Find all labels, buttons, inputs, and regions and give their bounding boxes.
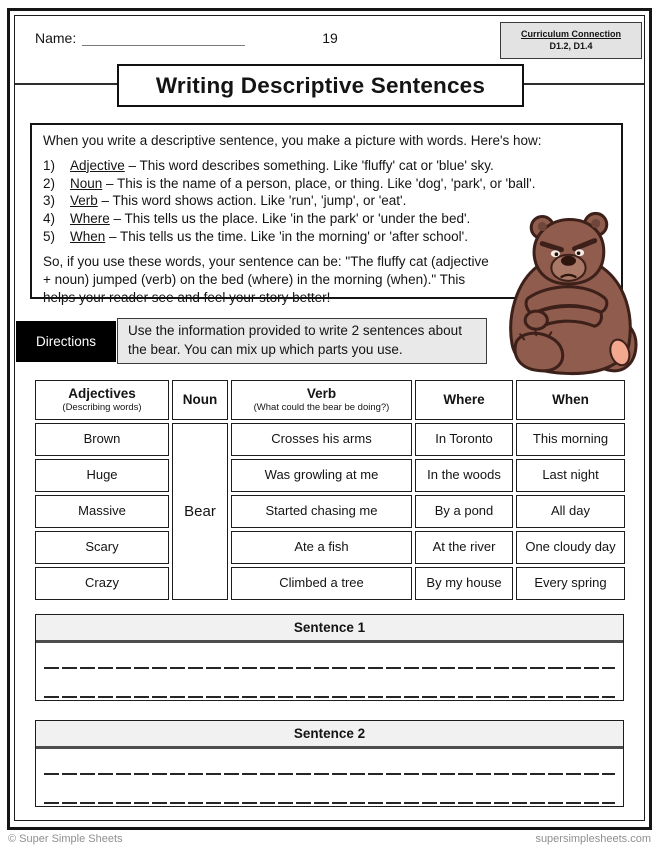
table-cell-when: Last night — [516, 459, 625, 492]
intro-item-number: 2) — [43, 175, 56, 191]
page-number: 19 — [322, 30, 338, 46]
intro-item-number: 5) — [43, 229, 56, 245]
intro-example-paragraph: So, if you use these words, your sentence can be: "The fluffy cat (adjective + noun) jumped (verb) on the bed (where) in the morning (when)." This helps your reader see and feel your story better! — [43, 253, 489, 305]
intro-item-number: 1) — [43, 157, 56, 173]
col-header-where: Where — [415, 380, 513, 420]
sentence-2-writing-line[interactable] — [44, 802, 615, 804]
sentence-1-writing-line[interactable] — [44, 667, 615, 669]
intro-lead: When you write a descriptive sentence, you make a picture with words. Here's how: — [43, 133, 542, 148]
table-cell-when: This morning — [516, 423, 625, 456]
table-cell-where: In Toronto — [415, 423, 513, 456]
table-cell-verb: Started chasing me — [231, 495, 412, 528]
table-cell-adjective: Brown — [35, 423, 169, 456]
name-label: Name: — [35, 30, 77, 46]
table-cell-verb: Climbed a tree — [231, 567, 412, 600]
curriculum-connection-box — [500, 22, 642, 59]
directions-text-box — [117, 318, 487, 364]
table-cell-where: By a pond — [415, 495, 513, 528]
bear-icon — [502, 211, 643, 377]
sentence-1-header: Sentence 1 — [36, 615, 623, 643]
worksheet-title: Writing Descriptive Sentences — [155, 72, 486, 98]
directions-label: Directions — [16, 321, 116, 362]
table-cell-noun: Bear — [172, 423, 228, 600]
sentence-2-writing-line[interactable] — [44, 773, 615, 775]
table-cell-adjective: Crazy — [35, 567, 169, 600]
table-cell-where: By my house — [415, 567, 513, 600]
sentence-2-header: Sentence 2 — [36, 721, 623, 749]
col-header-adjectives: Adjectives (Describing words) — [35, 380, 169, 420]
col-header-verb: Verb (What could the bear be doing?) — [231, 380, 412, 420]
grumpy-bear-illustration — [502, 211, 643, 377]
intro-item-text: Noun – This is the name of a person, place, or thing. Like 'dog', 'park', or 'ball'. — [70, 175, 536, 191]
sentence-2-box — [35, 720, 624, 807]
table-cell-where: In the woods — [415, 459, 513, 492]
curriculum-connection-title: Curriculum Connection — [520, 29, 621, 40]
directions-text: Use the information provided to write 2 sentences about the bear. You can mix up which parts you use. — [128, 323, 462, 357]
intro-item-text: Where – This tells us the place. Like 'in the park' or 'under the bed'. — [70, 211, 471, 227]
table-cell-verb: Was growling at me — [231, 459, 412, 492]
curriculum-connection-codes: D1.2, D1.4 — [549, 40, 593, 51]
intro-item-text: Adjective – This word describes something. Like 'fluffy' cat or 'blue' sky. — [70, 157, 494, 173]
footer-website: supersimplesheets.com — [535, 833, 651, 845]
table-cell-when: One cloudy day — [516, 531, 625, 564]
intro-item — [43, 157, 621, 175]
table-cell-adjective: Huge — [35, 459, 169, 492]
col-header-when: When — [516, 380, 625, 420]
word-bank-table — [35, 380, 625, 600]
table-cell-verb: Crosses his arms — [231, 423, 412, 456]
table-cell-when: Every spring — [516, 567, 625, 600]
worksheet-title-box — [117, 64, 524, 107]
table-cell-adjective: Massive — [35, 495, 169, 528]
intro-item-text: When – This tells us the time. Like 'in the morning' or 'after school'. — [70, 229, 469, 245]
sentence-1-writing-line[interactable] — [44, 696, 615, 698]
table-cell-where: At the river — [415, 531, 513, 564]
name-field-row — [35, 30, 245, 46]
intro-item — [43, 192, 621, 210]
col-header-noun: Noun — [172, 380, 228, 420]
table-cell-when: All day — [516, 495, 625, 528]
intro-item-text: Verb – This word shows action. Like 'run', 'jump', or 'eat'. — [70, 193, 407, 209]
footer-copyright: © Super Simple Sheets — [8, 833, 123, 845]
sentence-1-box — [35, 614, 624, 701]
intro-item — [43, 175, 621, 193]
table-cell-adjective: Scary — [35, 531, 169, 564]
intro-item-number: 3) — [43, 193, 56, 209]
table-cell-verb: Ate a fish — [231, 531, 412, 564]
intro-item-number: 4) — [43, 211, 56, 227]
name-blank-line[interactable] — [82, 31, 245, 46]
